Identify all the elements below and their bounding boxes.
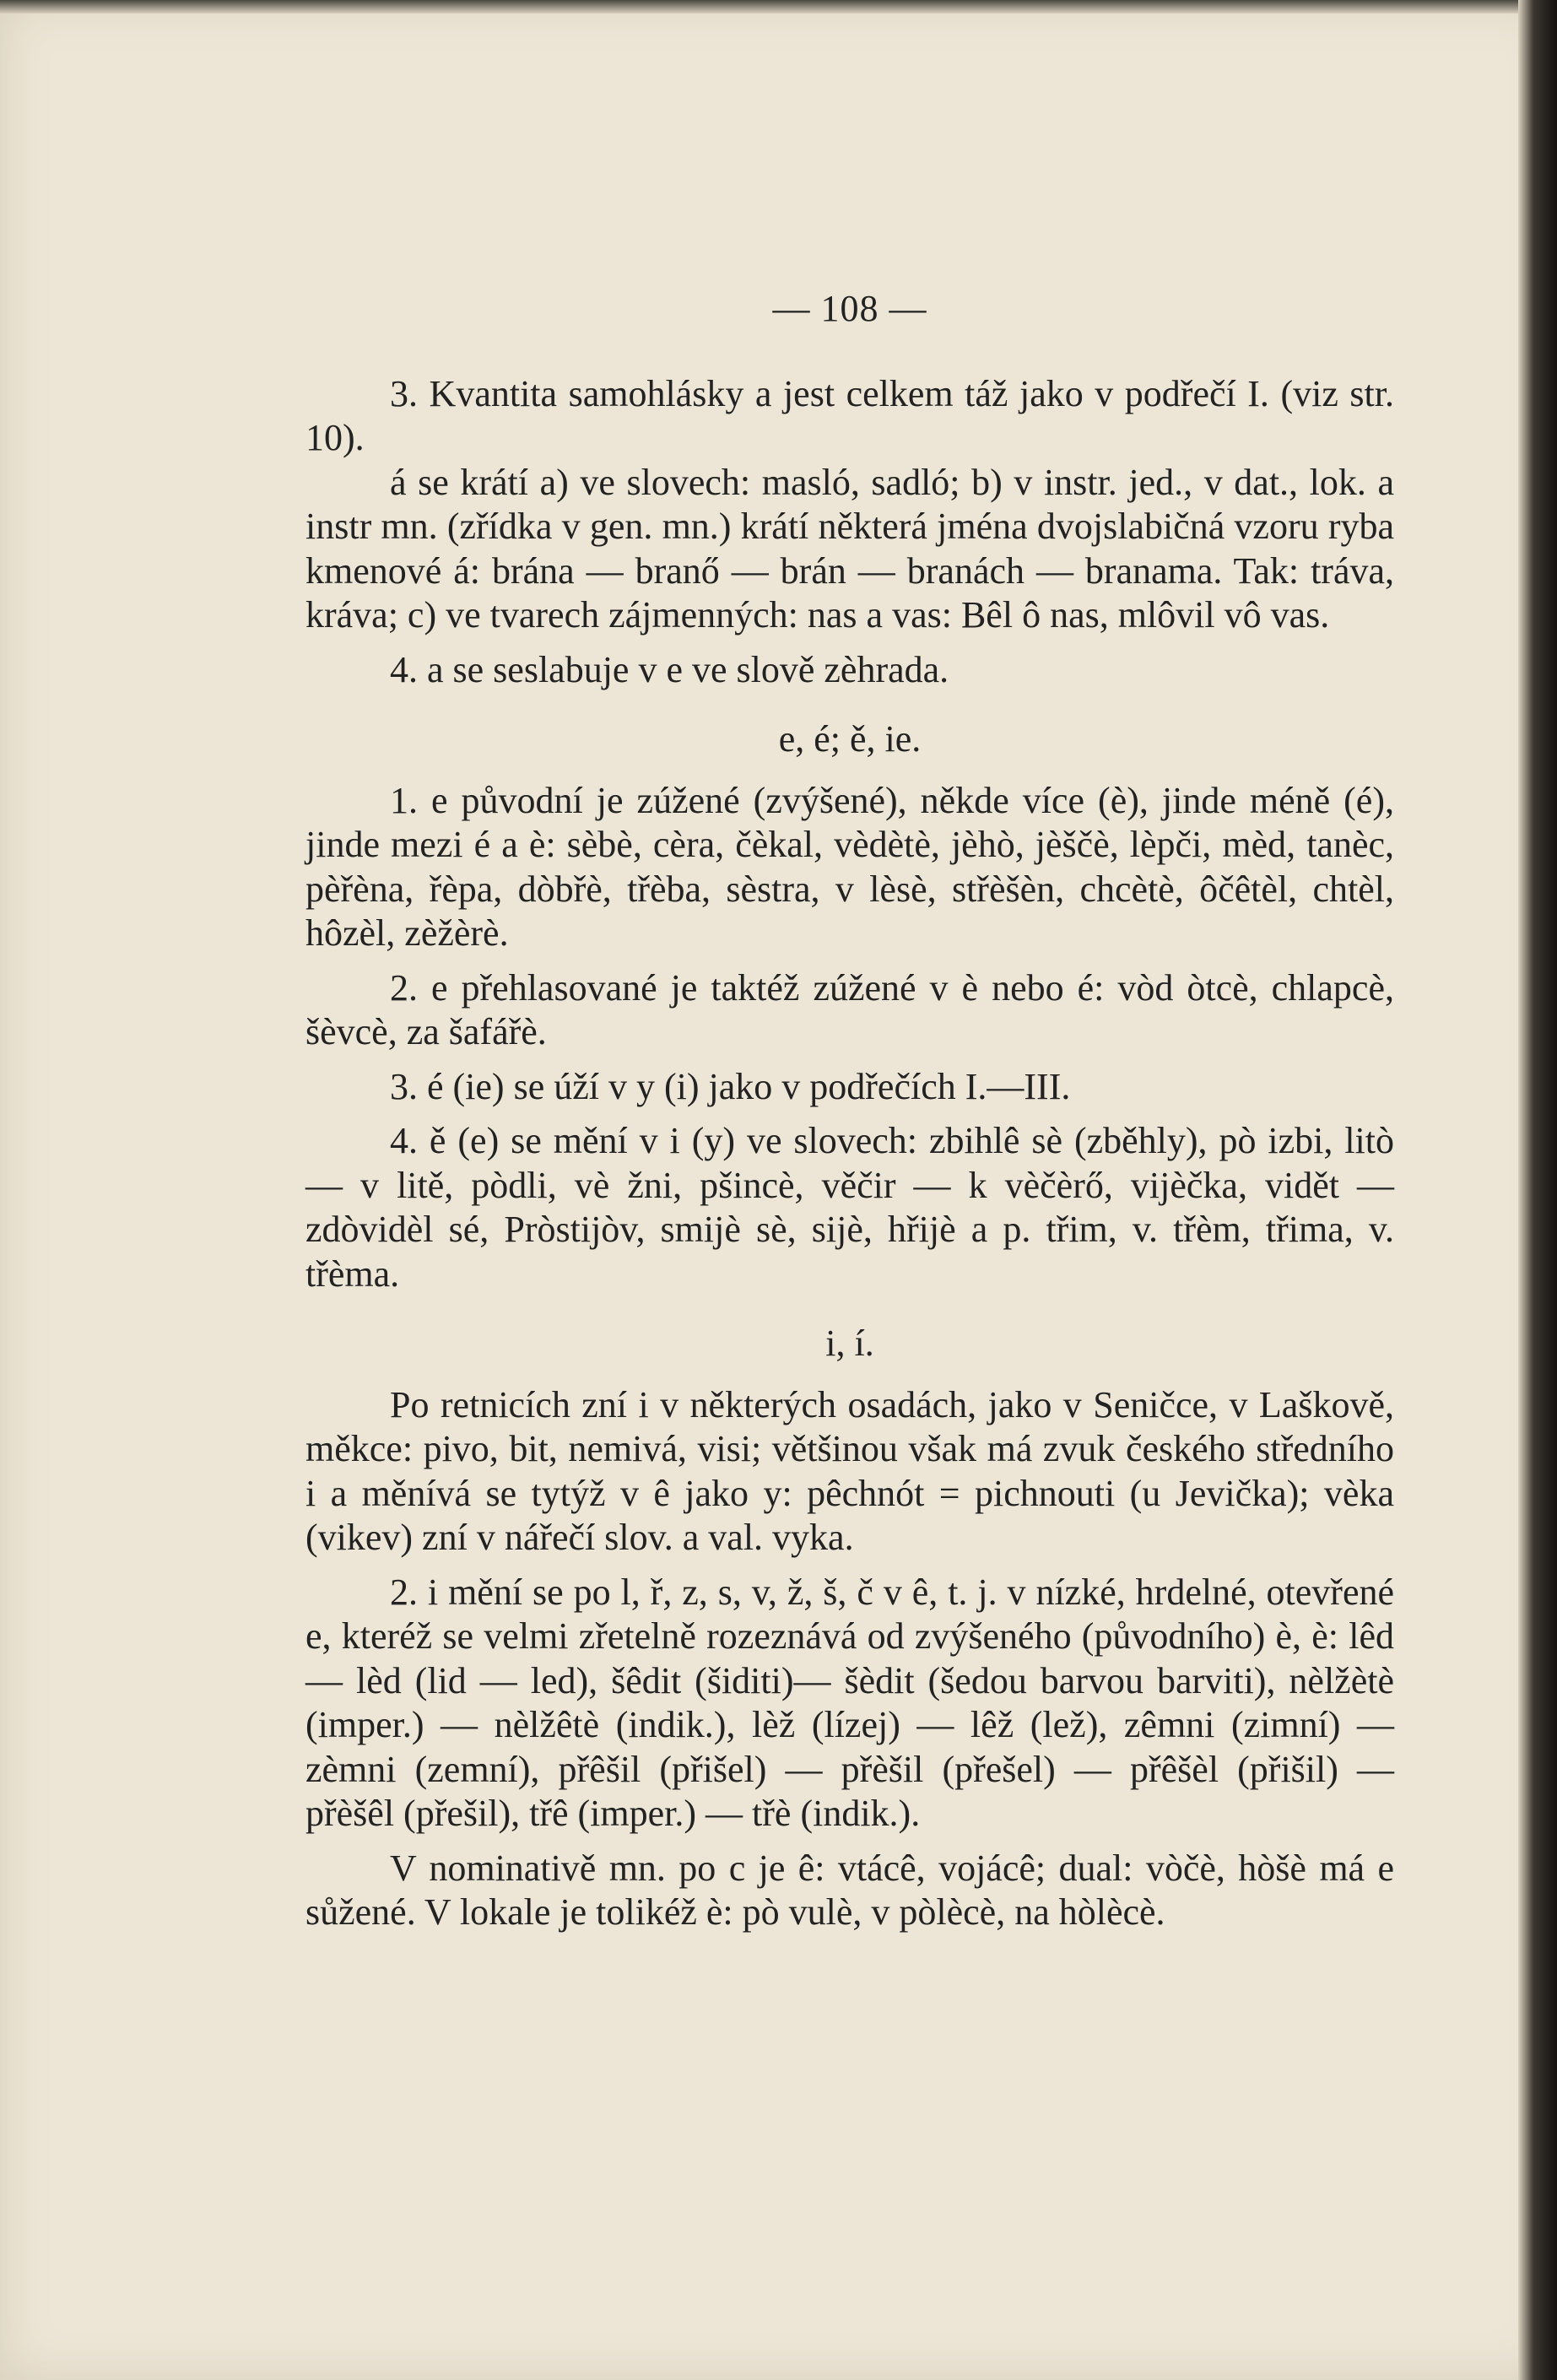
- paragraph-i-2: 2. i mění se po l, ř, z, s, v, ž, š, č v ê, t. j. v nízké, hrdelné, otevřené e, kteréž se velmi zřetelně rozeznává od zvýšeného (původního) è, è: lêd — lèd (lid — led), šêdit (šiditi)— šèdit (šedou barvou barviti), nèlžètè (imper.) — nèlžêtè (indik.), lèž (lízej) — lêž (lež), zêmni (zimní) — zèmni (zemní), přêšil (přišel) — přèšil (přešel) — přêšèl (přišil) — přèšêl (přešil), třê (imper.) — třè (indik.).: [305, 1571, 1394, 1834]
- paragraph-a-4: 4. a se seslabuje v e ve slově zèhrada.: [390, 648, 949, 690]
- top-edge: [0, 0, 1557, 14]
- section-heading-e: e, é; ě, ie.: [778, 718, 922, 760]
- paragraph-i-3: V nominativě mn. po c je ê: vtácê, vojácê; dual: vòčè, hòšè má e sůžené. V lokale je tolikéž è: pò vulè, v pòlècè, na hòlècè.: [305, 1847, 1394, 1933]
- paragraph-a-3: 3. Kvantita samohlásky a jest celkem táž jako v podřečí I. (viz str. 10).: [305, 372, 1394, 458]
- book-edge: [1518, 0, 1557, 2380]
- paragraph-i-1: Po retnicích zní i v některých osadách, jako v Seničce, v Laškově, měkce: pivo, bit, nemivá, visi; většinou však má zvuk českého středního i a měnívá se tytýž v ê jako y: pêchnót = pichnouti (u Jevička); vèka (vikev) zní v nářečí slov. a val. vyka.: [305, 1383, 1394, 1558]
- paragraph-e-2: 2. e přehlasované je taktéž zúžené v è nebo é: vòd òtcè, chlapcè, šèvcè, za šafářè.: [305, 966, 1394, 1052]
- section-heading-i: i, í.: [825, 1323, 874, 1364]
- paragraph-e-4: 4. ě (e) se mění v i (y) ve slovech: zbihlê sè (zběhly), pò izbi, litò — v litě, pòdli, vè žni, pšincè, věčir — k vèčèrő, vijèčka, vidět — zdòvidèl sé, Pròstijòv, smijè sè, sijè, hřijè a p. třim, v. třèm, třima, v. třèma.: [305, 1120, 1394, 1295]
- paragraph-e-3: 3. é (ie) se úží v y (i) jako v podřečích I.—III.: [390, 1065, 1071, 1107]
- page-number: — 108 —: [772, 288, 927, 329]
- paragraph-a-3b: á se krátí a) ve slovech: masló, sadló; b) v instr. jed., v dat., lok. a instr mn. (zřídka v gen. mn.) krátí některá jména dvojslabičná vzoru ryba kmenové á: brána — branő — brán — branách — branama. Tak: tráva, kráva; c) ve tvarech zájmenných: nas a vas: Bêl ô nas, mlôvil vô vas.: [305, 461, 1394, 636]
- text-column: [305, 287, 1394, 1935]
- paragraph-e-1: 1. e původní je zúžené (zvýšené), někde více (è), jinde méně (é), jinde mezi é a è: sèbè, cèra, čèkal, vèdètè, jèhò, jèščè, lèpči, mèd, tanèc, pèřèna, řèpa, dòbřè, třèba, sèstra, v lèsè, střèšèn, chcètè, ôčêtèl, chtèl, hôzèl, zèžèrè.: [305, 779, 1394, 954]
